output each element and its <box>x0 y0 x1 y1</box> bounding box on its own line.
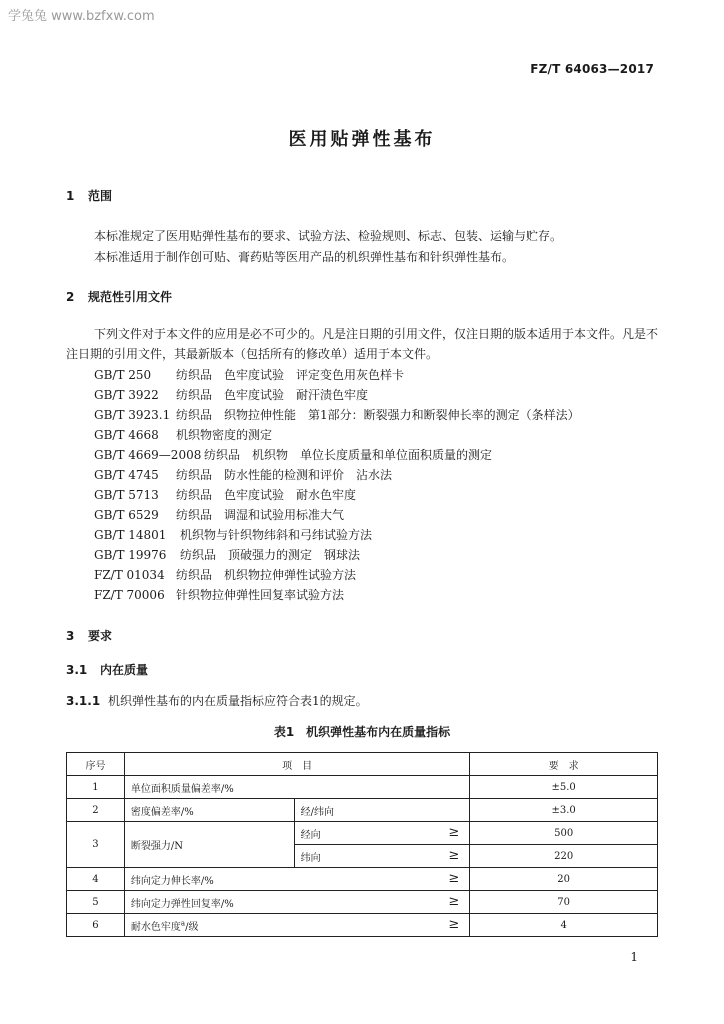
ref-title: 纺织品 机织物 单位长度质量和单位面积质量的测定 <box>204 448 493 462</box>
table-header-row <box>67 753 658 776</box>
header-item: 项 目 <box>124 753 469 776</box>
ref-code: GB/T 250 <box>94 368 152 382</box>
row-requirement: 20 <box>470 868 658 891</box>
row-subitem: 经/纬向 <box>294 799 470 822</box>
subsection-number: 3.1 <box>66 663 88 677</box>
ref-title: 针织物拉伸弹性回复率试验方法 <box>176 588 345 602</box>
clause-text: 机织弹性基布的内在质量指标应符合表1的规定。 <box>108 694 368 708</box>
row-no: 1 <box>67 776 125 799</box>
ref-code: GB/T 6529 <box>94 508 159 522</box>
row-item <box>124 914 469 937</box>
ref-code: GB/T 4668 <box>94 428 159 442</box>
reference-entry <box>94 486 356 503</box>
ref-title: 纺织品 机织物拉伸弹性试验方法 <box>176 568 357 582</box>
table-caption: 表1 机织弹性基布内在质量指标 <box>273 725 451 739</box>
row-subitem <box>294 822 470 845</box>
clause-3-1-1 <box>66 692 368 709</box>
row-item: 单位面积质量偏差率/% <box>124 776 469 799</box>
ref-code: GB/T 19976 <box>94 548 167 562</box>
row-no: 2 <box>67 799 125 822</box>
ref-title: 纺织品 防水性能的检测和评价 沾水法 <box>176 468 393 482</box>
subsection-3-1-heading <box>66 661 148 678</box>
ref-code: FZ/T 01034 <box>94 568 165 582</box>
operator: ≥ <box>448 825 460 840</box>
reference-entry <box>94 506 344 523</box>
subsection-title: 内在质量 <box>100 663 149 677</box>
operator: ≥ <box>448 848 460 863</box>
item-unit: /级 <box>185 921 199 933</box>
item-label: 纬向定力弹性回复率/% <box>130 898 234 910</box>
standard-number: FZ/T 64063—2017 <box>530 62 654 76</box>
row-requirement: 70 <box>470 891 658 914</box>
ref-title: 机织物与针织物纬斜和弓纬试验方法 <box>180 528 373 542</box>
scope-paragraph-1: 本标准规定了医用贴弹性基布的要求、试验方法、检验规则、标志、包装、运输与贮存。 <box>94 229 563 243</box>
subitem-label: 纬向 <box>300 852 321 864</box>
ref-code: GB/T 3923.1 <box>94 408 171 422</box>
ref-title: 纺织品 织物拉伸性能 第1部分：断裂强力和断裂伸长率的测定（条样法） <box>176 408 580 422</box>
reference-entry <box>94 426 272 443</box>
header-no: 序号 <box>67 753 125 776</box>
section-number: 1 <box>66 189 75 203</box>
reference-entry <box>94 446 492 463</box>
section-number: 3 <box>66 629 75 643</box>
table-row <box>67 822 658 845</box>
row-item: 断裂强力/N <box>124 822 294 868</box>
row-no: 3 <box>67 822 125 868</box>
section-number: 2 <box>66 290 75 304</box>
subitem-label: 经向 <box>300 829 321 841</box>
ref-title: 纺织品 色牢度试验 耐水色牢度 <box>176 488 357 502</box>
ref-title: 机织物密度的测定 <box>176 428 273 442</box>
reference-entry <box>94 546 360 563</box>
row-no: 4 <box>67 868 125 891</box>
page-number: 1 <box>630 950 638 964</box>
section-title: 范围 <box>88 189 113 203</box>
ref-title: 纺织品 色牢度试验 耐汗渍色牢度 <box>176 388 369 402</box>
section-title: 要求 <box>88 629 113 643</box>
row-item <box>124 868 469 891</box>
row-requirement: 4 <box>470 914 658 937</box>
quality-index-table <box>66 752 658 937</box>
row-requirement: 500 <box>470 822 658 845</box>
section-3-heading <box>66 627 112 644</box>
row-requirement: 220 <box>470 845 658 868</box>
row-subitem <box>294 845 470 868</box>
watermark: 学兔兔 www.bzfxw.com <box>8 9 155 24</box>
table-row <box>67 914 658 937</box>
ref-code: GB/T 5713 <box>94 488 159 502</box>
row-requirement: ±3.0 <box>470 799 658 822</box>
footnote-marker: a <box>180 919 186 928</box>
ref-title: 纺织品 色牢度试验 评定变色用灰色样卡 <box>176 368 405 382</box>
table-row <box>67 776 658 799</box>
row-no: 5 <box>67 891 125 914</box>
reference-entry <box>94 466 392 483</box>
references-intro: 下列文件对于本文件的应用是必不可少的。凡是注日期的引用文件，仅注日期的版本适用于本文件。凡是不注日期的引用文件，其最新版本（包括所有的修改单）适用于本文件。 <box>66 327 659 361</box>
section-2-heading <box>66 288 172 305</box>
ref-code: FZ/T 70006 <box>94 588 165 602</box>
ref-title: 纺织品 顶破强力的测定 钢球法 <box>180 548 361 562</box>
reference-entry <box>94 406 580 423</box>
row-item <box>124 891 469 914</box>
document-title: 医用贴弹性基布 <box>288 129 436 150</box>
header-requirement: 要 求 <box>470 753 658 776</box>
ref-title: 纺织品 调湿和试验用标准大气 <box>176 508 345 522</box>
operator: ≥ <box>448 871 460 886</box>
operator: ≥ <box>448 917 460 932</box>
row-requirement: ±5.0 <box>470 776 658 799</box>
clause-number: 3.1.1 <box>66 694 101 708</box>
section-1-heading <box>66 187 112 204</box>
reference-entry <box>94 586 344 603</box>
table-row <box>67 891 658 914</box>
ref-code: GB/T 3922 <box>94 388 159 402</box>
reference-entry <box>94 366 404 383</box>
reference-entry <box>94 566 356 583</box>
row-no: 6 <box>67 914 125 937</box>
reference-entry <box>94 386 368 403</box>
item-label: 纬向定力伸长率/% <box>130 875 214 887</box>
table-row <box>67 799 658 822</box>
table-row <box>67 868 658 891</box>
ref-code: GB/T 4745 <box>94 468 159 482</box>
reference-entry <box>94 526 372 543</box>
scope-paragraph-2: 本标准适用于制作创可贴、膏药贴等医用产品的机织弹性基布和针织弹性基布。 <box>94 250 515 264</box>
item-label: 耐水色牢度 <box>130 921 181 933</box>
ref-code: GB/T 14801 <box>94 528 167 542</box>
operator: ≥ <box>448 894 460 909</box>
ref-code: GB/T 4669—2008 <box>94 448 202 462</box>
row-item: 密度偏差率/% <box>124 799 294 822</box>
section-title: 规范性引用文件 <box>88 290 173 304</box>
